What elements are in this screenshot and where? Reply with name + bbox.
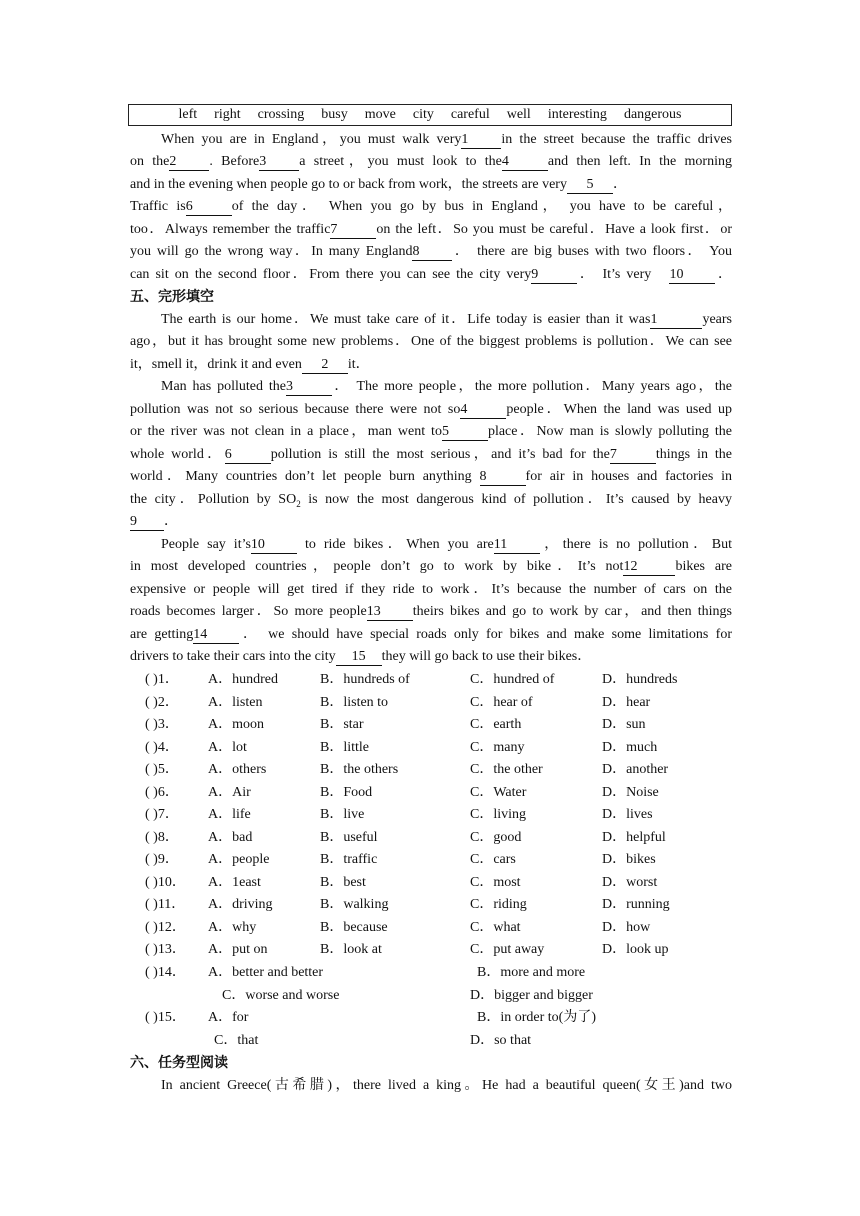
option-c: C．what <box>470 919 521 935</box>
option-d: D．bikes <box>602 852 656 868</box>
option-c: C．riding <box>470 897 527 913</box>
blank: 6 <box>225 446 271 464</box>
cloze-line: world．Many countries don’t let people burn anything 8 for air in houses and factories in <box>130 469 733 484</box>
cloze-line: drivers to take their cars into the city 15 they will go back to use their bikes． <box>130 649 592 664</box>
option-c: C．hear of <box>470 694 533 710</box>
word-bank-item: dangerous <box>623 107 682 122</box>
question-row <box>130 939 732 962</box>
option-b: B．Food <box>320 784 373 800</box>
option-b: B．hundreds of <box>320 672 410 687</box>
option-c: C．Water <box>470 784 527 800</box>
word-bank-item: crossing <box>257 107 305 122</box>
option-c: C．the other <box>470 762 543 778</box>
option-a: A．moon <box>208 717 264 733</box>
option-b: B．in order to(为了) <box>477 1010 596 1025</box>
passage1-line: too．Always remember the traffic7 on the left．So you must be careful．Have a look first．or <box>130 222 733 237</box>
question-row <box>130 804 732 827</box>
question-number: ( )9． <box>145 852 179 868</box>
option-d: D．sun <box>602 717 646 733</box>
cloze-line: the city．Pollution by $SO_2$ is now the most dangerous kind of pollution．It’s caused by heavy <box>130 492 732 509</box>
blank: 8 <box>480 468 526 486</box>
question-row <box>130 917 732 940</box>
question-row <box>130 849 732 872</box>
option-d: D．another <box>602 762 669 778</box>
question-number: ( )4． <box>145 739 179 755</box>
cloze-line: ago，but it has brought some new problems．One of the biggest problems is pollution．We can see <box>130 334 732 349</box>
blank: 10 <box>669 266 715 284</box>
question-number: ( )2． <box>145 694 179 710</box>
question-number: ( )12． <box>145 919 186 935</box>
cloze-line: The earth is our home．We must take care of it．Life today is easier than it was1 years <box>161 312 732 327</box>
word-bank-item: right <box>214 107 241 122</box>
word-bank-item: careful <box>450 107 490 122</box>
option-a: A．hundred <box>208 672 278 687</box>
question-row <box>130 692 732 715</box>
question-row <box>130 962 732 985</box>
option-c: C．put away <box>470 942 545 958</box>
blank: 2 <box>302 356 348 374</box>
question-number: ( )5． <box>145 762 179 778</box>
question-row <box>130 669 732 692</box>
question-row <box>130 872 732 895</box>
blank: 15 <box>336 648 382 666</box>
blank: 4 <box>460 401 506 419</box>
passage1-line: Traffic is6 of the day． When you go by bus in England， you have to be careful， <box>130 199 732 214</box>
word-bank-item: interesting <box>547 107 607 122</box>
option-c: C．earth <box>470 717 522 733</box>
word-bank-item: city <box>412 107 434 122</box>
blank: 1 <box>650 311 702 329</box>
passage1-line: When you are in England，you must walk very1 in the street because the traffic drives <box>161 132 732 147</box>
option-c: C．hundred of <box>470 672 555 687</box>
word-bank-item: move <box>364 107 396 122</box>
option-b: B．walking <box>320 897 389 913</box>
question-row <box>130 759 732 782</box>
blank: 3 <box>259 153 299 171</box>
option-b: B．best <box>320 874 366 890</box>
option-b: B．listen to <box>320 694 389 710</box>
question-row <box>130 1007 732 1030</box>
option-a: A．why <box>208 919 257 935</box>
question-number: ( )15． <box>145 1010 186 1025</box>
option-d: D．much <box>602 739 658 755</box>
cloze-line: are getting14 ． we should have special roads only for bikes and make some limitations for <box>130 627 732 642</box>
cloze-line: it，smell it，drink it and even 2 it． <box>130 357 370 372</box>
blank: 6 <box>186 198 232 216</box>
section-title: 五、完形填空 <box>130 289 214 305</box>
option-a: A．listen <box>208 694 263 710</box>
question-row <box>130 714 732 737</box>
question-number: ( )10． <box>145 874 186 890</box>
passage1-line: on the2 . Before3 a street，you must look to the4 and then left. In the morning <box>130 154 732 169</box>
option-b: B．traffic <box>320 852 378 868</box>
blank: 4 <box>502 153 548 171</box>
cloze-line: roads becomes larger．So more people13 theirs bikes and go to work by car，and then things <box>130 604 732 619</box>
option-a: A．for <box>208 1010 249 1025</box>
question-number: ( )3． <box>145 717 179 733</box>
option-a: A．others <box>208 762 267 778</box>
blank: 10 <box>251 536 297 554</box>
passage1-line: and in the evening when people go to or back from work，the streets are very 5 ． <box>130 177 627 192</box>
blank: 1 <box>461 131 501 149</box>
section-title: 六、任务型阅读 <box>130 1055 228 1071</box>
question-number: ( )6． <box>145 784 179 800</box>
cloze-line: 9 ． <box>130 514 178 529</box>
question-number: ( )14． <box>145 965 186 980</box>
option-c: C．worse and worse <box>222 988 340 1003</box>
blank: 3 <box>286 378 332 396</box>
question-row <box>130 827 732 850</box>
option-a: A．driving <box>208 897 273 913</box>
option-b: B．live <box>320 807 365 823</box>
question-number: ( )8． <box>145 829 179 845</box>
option-a: A．better and better <box>208 965 324 980</box>
blank: 9 <box>531 266 577 284</box>
option-a: A．put on <box>208 942 268 958</box>
question-number: ( )7． <box>145 807 179 823</box>
word-bank-item: well <box>506 107 531 122</box>
option-d: D．so that <box>470 1033 532 1048</box>
option-d: D．lives <box>602 807 653 823</box>
word-bank-box <box>128 104 732 126</box>
option-d: D．worst <box>602 874 658 890</box>
cloze-line: Man has polluted the3 ． The more people，the more pollution．Many years ago，the <box>161 379 733 394</box>
passage1-line: can sit on the second floor．From there you can see the city very9 ． It’s very 10 ． <box>130 267 733 282</box>
blank: 11 <box>494 536 540 554</box>
option-c: C．that <box>214 1033 259 1048</box>
passage1-line: you will go the wrong way．In many England8 ． there are big buses with two floors． You <box>130 244 732 259</box>
word-bank-item: left <box>178 107 198 122</box>
option-c: C．many <box>470 739 525 755</box>
word-bank-item: busy <box>321 107 348 122</box>
blank: 2 <box>169 153 209 171</box>
question-row <box>130 737 732 760</box>
option-d: D．Noise <box>602 784 659 800</box>
question-row <box>130 782 732 805</box>
option-c: C．living <box>470 807 527 823</box>
cloze-line: expensive or people will get tired if they ride to work．It’s because the number of cars on the <box>130 582 732 597</box>
question-number: ( )13． <box>145 942 186 958</box>
option-b: B．look at <box>320 942 382 958</box>
option-d: D．running <box>602 897 670 913</box>
cloze-line: People say it’s10 to ride bikes．When you are11 ，there is no pollution．But <box>161 537 732 552</box>
option-b: B．the others <box>320 762 399 778</box>
option-a: A．Air <box>208 784 251 800</box>
cloze-line: pollution was not so serious because there were not so4 people．When the land was used up <box>130 402 733 417</box>
option-a: A．life <box>208 807 251 823</box>
option-b: B．star <box>320 717 364 733</box>
cloze-line: whole world．6 pollution is still the most serious，and it’s bad for the7 things in the <box>130 447 732 462</box>
option-d: D．bigger and bigger <box>470 988 593 1003</box>
option-b: B．because <box>320 919 388 935</box>
blank: 12 <box>623 558 675 576</box>
option-c: C．cars <box>470 852 516 868</box>
option-d: D．hear <box>602 694 651 710</box>
option-b: B．useful <box>320 829 378 845</box>
option-b: B．little <box>320 739 369 755</box>
option-a: A．bad <box>208 829 253 845</box>
blank: 5 <box>567 176 613 194</box>
question-row <box>130 894 732 917</box>
option-c: C．good <box>470 829 522 845</box>
option-d: D．how <box>602 919 651 935</box>
cloze-line: in most developed countries，people don’t go to work by bike．It’s not12 bikes are <box>130 559 732 574</box>
option-a: A．lot <box>208 739 247 755</box>
reading-line: In ancient Greece(古希腊)，there lived a king。He had a beautiful queen(女王)and two <box>161 1078 732 1093</box>
blank: 7 <box>610 446 656 464</box>
question-row-cont <box>130 1030 732 1053</box>
blank: 7 <box>330 221 376 239</box>
blank: 5 <box>442 423 488 441</box>
option-b: B．more and more <box>477 965 586 980</box>
option-a: A．people <box>208 852 270 868</box>
question-number: ( )1． <box>145 672 179 687</box>
blank: 8 <box>412 243 452 261</box>
option-d: D．helpful <box>602 829 666 845</box>
question-row-cont <box>130 985 732 1008</box>
option-d: D．look up <box>602 942 669 958</box>
option-d: D．hundreds <box>602 672 678 687</box>
option-a: A．1east <box>208 874 261 890</box>
blank: 14 <box>193 626 239 644</box>
blank: 13 <box>367 603 413 621</box>
blank: 9 <box>130 513 164 531</box>
cloze-line: or the river was not clean in a place，man went to5 place．Now man is slowly polluting the <box>130 424 732 439</box>
option-c: C．most <box>470 874 521 890</box>
question-number: ( )11． <box>145 897 186 913</box>
